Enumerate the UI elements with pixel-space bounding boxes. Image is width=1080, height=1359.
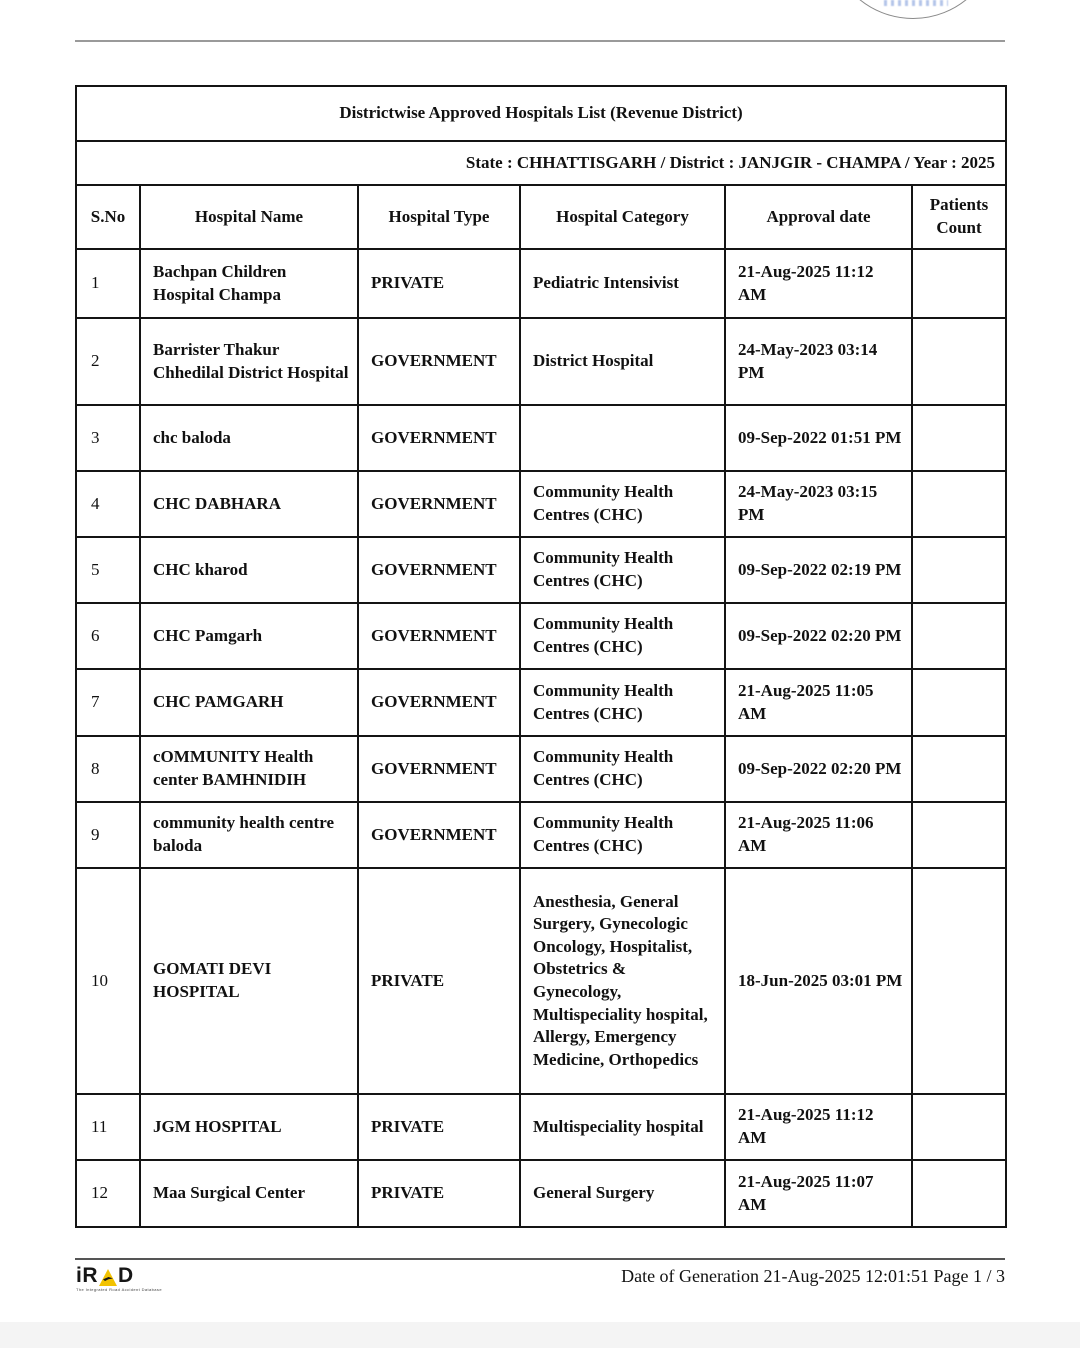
column-header-hospital-type: Hospital Type: [358, 185, 520, 249]
cell-sno: 12: [76, 1160, 140, 1227]
page-gap-strip: [0, 1322, 1080, 1348]
cell-hospital-category: Community Health Centres (CHC): [520, 471, 725, 537]
cell-approval-date: 09-Sep-2022 02:19 PM: [725, 537, 912, 603]
cell-hospital-category: Community Health Centres (CHC): [520, 669, 725, 736]
table-row: [76, 249, 1006, 318]
table-row: [76, 669, 1006, 736]
cell-patients-count: [912, 802, 1006, 868]
column-header-hospital-name: Hospital Name: [140, 185, 358, 249]
cell-approval-date: 24-May-2023 03:15 PM: [725, 471, 912, 537]
cell-patients-count: [912, 603, 1006, 669]
table-row: [76, 471, 1006, 537]
cell-hospital-name: cOMMUNITY Health center BAMHNIDIH: [140, 736, 358, 802]
cell-hospital-type: GOVERNMENT: [358, 802, 520, 868]
column-header-sno: S.No: [76, 185, 140, 249]
cell-patients-count: [912, 736, 1006, 802]
cell-sno: 5: [76, 537, 140, 603]
cell-approval-date: 21-Aug-2025 11:06 AM: [725, 802, 912, 868]
logo-prefix: iR: [76, 1264, 98, 1287]
cell-approval-date: 21-Aug-2025 11:12 AM: [725, 249, 912, 318]
cell-sno: 9: [76, 802, 140, 868]
cell-hospital-type: GOVERNMENT: [358, 471, 520, 537]
filters-row: [76, 141, 1006, 185]
cell-patients-count: [912, 1160, 1006, 1227]
logo-triangle-mark-icon: [103, 1277, 113, 1281]
cell-sno: 3: [76, 405, 140, 471]
cell-hospital-category: Community Health Centres (CHC): [520, 603, 725, 669]
hospitals-table: [75, 85, 1007, 1228]
stamp-text-fragment: [884, 0, 948, 6]
irad-logo-text: [76, 1265, 196, 1286]
irad-logo: [76, 1265, 196, 1292]
column-header-approval-date: Approval date: [725, 185, 912, 249]
cell-hospital-name: CHC Pamgarh: [140, 603, 358, 669]
table-row: [76, 603, 1006, 669]
table-row: [76, 868, 1006, 1094]
cell-hospital-type: GOVERNMENT: [358, 603, 520, 669]
title-row: [76, 86, 1006, 141]
cell-hospital-type: PRIVATE: [358, 249, 520, 318]
cell-approval-date: 21-Aug-2025 11:12 AM: [725, 1094, 912, 1160]
cell-hospital-category: Pediatric Intensivist: [520, 249, 725, 318]
column-header-hospital-category: Hospital Category: [520, 185, 725, 249]
table-row: [76, 405, 1006, 471]
cell-sno: 6: [76, 603, 140, 669]
cell-hospital-name: Bachpan Children Hospital Champa: [140, 249, 358, 318]
cell-approval-date: 09-Sep-2022 01:51 PM: [725, 405, 912, 471]
cell-approval-date: 24-May-2023 03:14 PM: [725, 318, 912, 405]
cell-hospital-category: Community Health Centres (CHC): [520, 802, 725, 868]
cell-hospital-name: CHC PAMGARH: [140, 669, 358, 736]
cell-approval-date: 09-Sep-2022 02:20 PM: [725, 603, 912, 669]
cell-approval-date: 21-Aug-2025 11:05 AM: [725, 669, 912, 736]
cell-approval-date: 09-Sep-2022 02:20 PM: [725, 736, 912, 802]
cell-hospital-category: District Hospital: [520, 318, 725, 405]
cell-hospital-name: GOMATI DEVI HOSPITAL: [140, 868, 358, 1094]
cell-hospital-name: CHC DABHARA: [140, 471, 358, 537]
cell-sno: 10: [76, 868, 140, 1094]
cell-sno: 1: [76, 249, 140, 318]
footer-divider: [75, 1258, 1005, 1260]
cell-patients-count: [912, 1094, 1006, 1160]
table-row: [76, 802, 1006, 868]
cell-hospital-name: JGM HOSPITAL: [140, 1094, 358, 1160]
cell-hospital-type: GOVERNMENT: [358, 537, 520, 603]
cell-sno: 8: [76, 736, 140, 802]
cell-patients-count: [912, 669, 1006, 736]
filters-line: State : CHHATTISGARH / District : JANJGIR - CHAMPA / Year : 2025: [76, 141, 1006, 185]
column-header-patients-count: Patients Count: [912, 185, 1006, 249]
cell-approval-date: 18-Jun-2025 03:01 PM: [725, 868, 912, 1094]
cell-hospital-category: Multispeciality hospital: [520, 1094, 725, 1160]
table-row: [76, 1160, 1006, 1227]
logo-triangle-icon: [99, 1269, 117, 1286]
cell-patients-count: [912, 471, 1006, 537]
cell-hospital-name: Maa Surgical Center: [140, 1160, 358, 1227]
cell-hospital-type: PRIVATE: [358, 1094, 520, 1160]
cell-hospital-category: [520, 405, 725, 471]
table-row: [76, 736, 1006, 802]
cell-patients-count: [912, 249, 1006, 318]
cell-hospital-category: Anesthesia, General Surgery, Gynecologic Oncology, Hospitalist, Obstetrics & Gynecology, Multispeciality hospital, Allergy, Emergency Medicine, Orthopedics: [520, 868, 725, 1094]
cell-hospital-type: GOVERNMENT: [358, 405, 520, 471]
top-divider: [75, 40, 1005, 42]
cell-patients-count: [912, 318, 1006, 405]
cell-sno: 2: [76, 318, 140, 405]
cell-hospital-name: community health centre baloda: [140, 802, 358, 868]
table-row: [76, 1094, 1006, 1160]
cell-hospital-category: Community Health Centres (CHC): [520, 736, 725, 802]
cell-hospital-type: GOVERNMENT: [358, 318, 520, 405]
cell-hospital-type: PRIVATE: [358, 868, 520, 1094]
cell-hospital-name: chc baloda: [140, 405, 358, 471]
table-row: [76, 318, 1006, 405]
cell-sno: 4: [76, 471, 140, 537]
cell-patients-count: [912, 868, 1006, 1094]
logo-suffix: D: [118, 1264, 134, 1287]
cell-hospital-type: GOVERNMENT: [358, 669, 520, 736]
cell-sno: 7: [76, 669, 140, 736]
logo-tagline: The Integrated Road Accident Database: [76, 1287, 162, 1292]
cell-hospital-name: Barrister Thakur Chhedilal District Hospital: [140, 318, 358, 405]
generation-date-line: Date of Generation 21-Aug-2025 12:01:51 Page 1 / 3: [621, 1266, 1005, 1286]
cell-patients-count: [912, 537, 1006, 603]
cell-hospital-category: Community Health Centres (CHC): [520, 537, 725, 603]
cell-approval-date: 21-Aug-2025 11:07 AM: [725, 1160, 912, 1227]
cell-hospital-category: General Surgery: [520, 1160, 725, 1227]
cell-sno: 11: [76, 1094, 140, 1160]
cell-hospital-type: GOVERNMENT: [358, 736, 520, 802]
table-row: [76, 537, 1006, 603]
page-title: Districtwise Approved Hospitals List (Revenue District): [76, 86, 1006, 141]
header-row: [76, 185, 1006, 249]
cell-hospital-type: PRIVATE: [358, 1160, 520, 1227]
cell-hospital-name: CHC kharod: [140, 537, 358, 603]
cell-patients-count: [912, 405, 1006, 471]
